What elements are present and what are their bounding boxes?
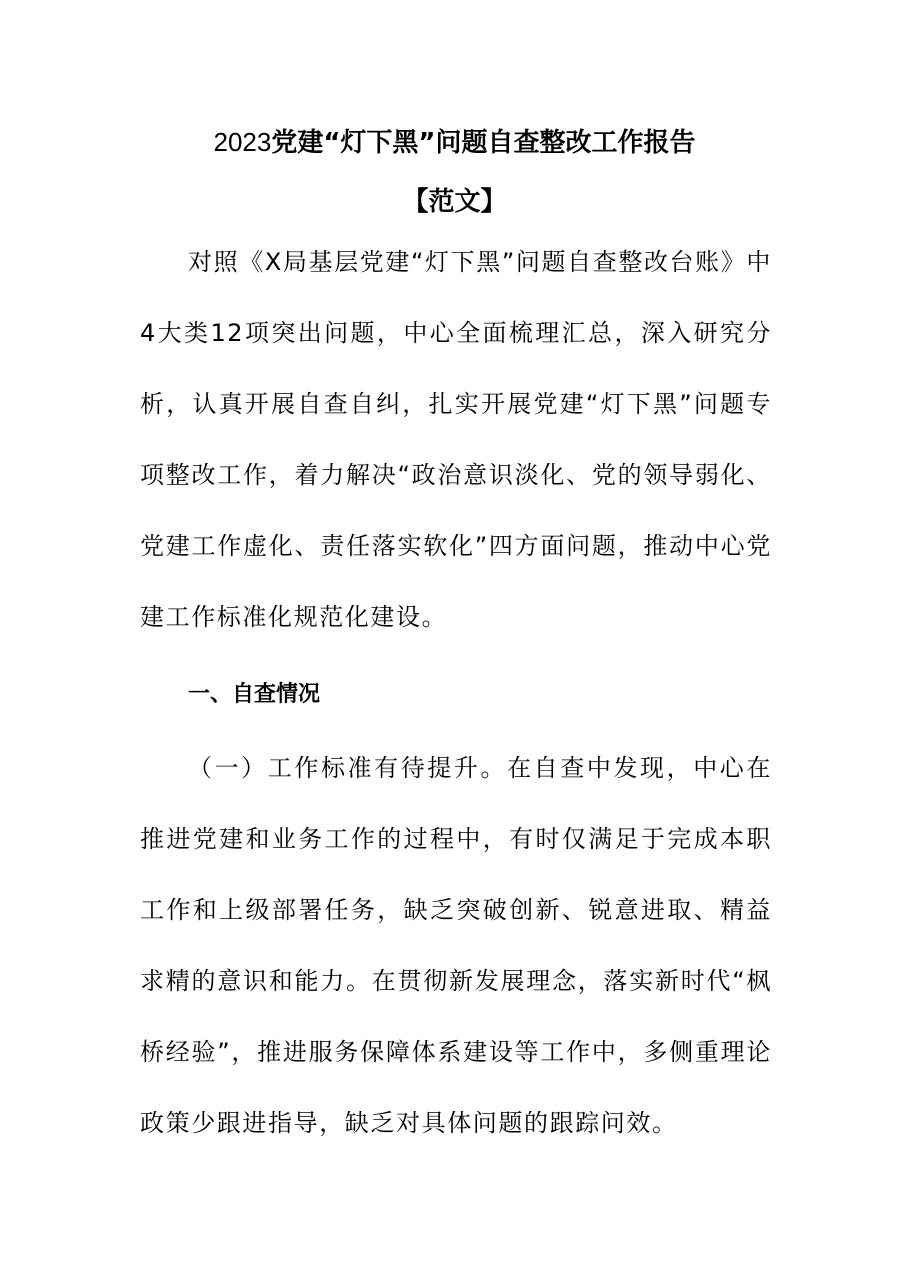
document-title xyxy=(0,124,909,161)
title-year: 2023 xyxy=(213,127,272,157)
body-paragraph: （一）工作标准有待提升。在自查中发现，中心在推进党建和业务工作的过程中，有时仅满足于完成本职工作和上级部署任务，缺乏突破创新、锐意进取、精益求精的意识和能力。在贯彻新发展理念，落实新时代“枫桥经验”，推进服务保障体系建设等工作中，多侧重理论政策少跟进指导，缺乏对具体问题的跟踪问效。 xyxy=(140,754,772,1137)
title-text: 党建“灯下黑”问题自查整改工作报告 xyxy=(271,128,696,158)
document-subtitle: 【范文】 xyxy=(402,187,507,217)
intro-paragraph: 对照《X局基层党建“灯下黑”问题自查整改台账》中4大类12项突出问题，中心全面梳理汇总，深入研究分析，认真开展自查自纠，扎实开展党建“灯下黑”问题专项整改工作，着力解决“政治意识淡化、党的领导弱化、党建工作虚化、责任落实软化”四方面问题，推动中心党建工作标准化规范化建设。 xyxy=(140,248,772,631)
section-heading: 一、自查情况 xyxy=(188,682,321,707)
